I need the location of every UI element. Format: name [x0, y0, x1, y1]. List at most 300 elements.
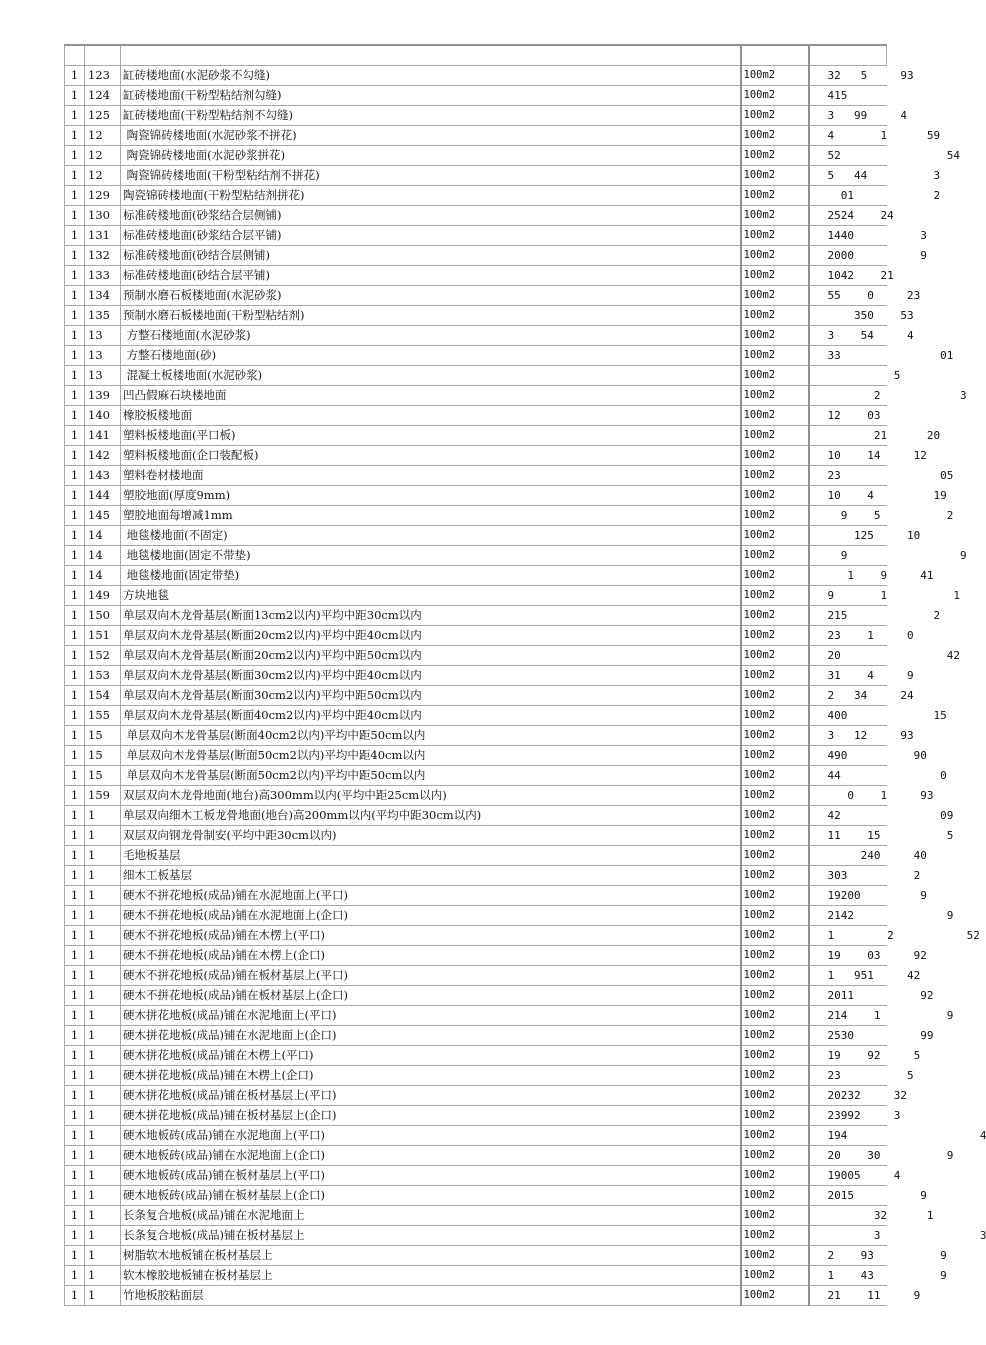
- row-value-cell: 194 4: [809, 1125, 887, 1145]
- row-name-cell: 单层双向木龙骨基层(断面20cm2以内)平均中距50cm以内: [121, 645, 741, 665]
- row-value-cell: 19200 9: [809, 885, 887, 905]
- row-name-cell: 地毯楼地面(固定带垫): [121, 565, 741, 585]
- row-code-cell: 15: [85, 725, 121, 745]
- row-unit-cell: 100m2: [741, 945, 809, 965]
- table-row: [65, 825, 887, 845]
- row-unit-cell: 100m2: [741, 785, 809, 805]
- row-seq-cell: 1: [65, 1025, 85, 1045]
- row-unit-cell: 100m2: [741, 1185, 809, 1205]
- row-value-cell: 23992 3: [809, 1105, 887, 1125]
- row-unit-cell: 100m2: [741, 465, 809, 485]
- row-name-cell: 单层双向木龙骨基层(断面30cm2以内)平均中距40cm以内: [121, 665, 741, 685]
- row-seq-cell: 1: [65, 1005, 85, 1025]
- row-value-cell: 3 3: [809, 1225, 887, 1245]
- row-name-cell: 标准砖楼地面(砂结合层平铺): [121, 265, 741, 285]
- row-value-cell: 12 03: [809, 405, 887, 425]
- row-value-cell: 42 09: [809, 805, 887, 825]
- row-code-cell: 124: [85, 85, 121, 105]
- row-seq-cell: 1: [65, 1245, 85, 1265]
- row-name-cell: 地毯楼地面(不固定): [121, 525, 741, 545]
- row-unit-cell: 100m2: [741, 1205, 809, 1225]
- row-name-cell: 地毯楼地面(固定不带垫): [121, 545, 741, 565]
- row-unit-cell: 100m2: [741, 825, 809, 845]
- row-code-cell: 1: [85, 1245, 121, 1265]
- quota-table: [64, 44, 986, 1306]
- row-name-cell: 预制水磨石板楼地面(干粉型粘结剂): [121, 305, 741, 325]
- row-code-cell: 134: [85, 285, 121, 305]
- table-row: [65, 565, 887, 585]
- row-value-cell: 10 4 19: [809, 485, 887, 505]
- row-seq-cell: 1: [65, 345, 85, 365]
- row-name-cell: 硬木不拼花地板(成品)铺在木楞上(平口): [121, 925, 741, 945]
- table-row: [65, 1245, 887, 1265]
- row-value-cell: 2524 24: [809, 205, 887, 225]
- row-name-cell: 塑胶地面每增减1mm: [121, 505, 741, 525]
- row-name-cell: 毛地板基层: [121, 845, 741, 865]
- row-name-cell: 硬木拼花地板(成品)铺在水泥地面上(平口): [121, 1005, 741, 1025]
- row-code-cell: 1: [85, 825, 121, 845]
- row-value-cell: 2142 9: [809, 905, 887, 925]
- row-seq-cell: 1: [65, 1045, 85, 1065]
- table-row: [65, 1205, 887, 1225]
- row-value-cell: 10 14 12: [809, 445, 887, 465]
- row-unit-cell: 100m2: [741, 805, 809, 825]
- row-seq-cell: 1: [65, 525, 85, 545]
- row-unit-cell: 100m2: [741, 1005, 809, 1025]
- row-seq-cell: 1: [65, 385, 85, 405]
- table-row: [65, 145, 887, 165]
- row-value-cell: 01 2: [809, 185, 887, 205]
- row-value-cell: 21 11 9: [809, 1285, 887, 1305]
- table-row: [65, 745, 887, 765]
- row-value-cell: 415: [809, 85, 887, 105]
- row-name-cell: 双层双向木龙骨地面(地台)高300mm以内(平均中距25cm以内): [121, 785, 741, 805]
- table-row: [65, 965, 887, 985]
- row-value-cell: 1 43 9: [809, 1265, 887, 1285]
- row-name-cell: 方整石楼地面(砂): [121, 345, 741, 365]
- row-unit-cell: 100m2: [741, 1025, 809, 1045]
- row-code-cell: 1: [85, 1165, 121, 1185]
- table-row: [65, 545, 887, 565]
- row-value-cell: 1 2 52: [809, 925, 887, 945]
- row-seq-cell: 1: [65, 965, 85, 985]
- row-code-cell: 1: [85, 1045, 121, 1065]
- table-row: [65, 1065, 887, 1085]
- row-unit-cell: 100m2: [741, 745, 809, 765]
- table-row: [65, 425, 887, 445]
- row-value-cell: 32 1: [809, 1205, 887, 1225]
- row-code-cell: 1: [85, 1285, 121, 1305]
- row-code-cell: 12: [85, 145, 121, 165]
- row-code-cell: 1: [85, 945, 121, 965]
- row-value-cell: 303 2: [809, 865, 887, 885]
- row-name-cell: 硬木不拼花地板(成品)铺在水泥地面上(企口): [121, 905, 741, 925]
- row-code-cell: 143: [85, 465, 121, 485]
- row-value-cell: 32 5 93: [809, 65, 887, 85]
- row-code-cell: 123: [85, 65, 121, 85]
- row-name-cell: 方块地毯: [121, 585, 741, 605]
- row-name-cell: 硬木拼花地板(成品)铺在板材基层上(平口): [121, 1085, 741, 1105]
- row-name-cell: 单层双向木龙骨基层(断面20cm2以内)平均中距40cm以内: [121, 625, 741, 645]
- table-row: [65, 305, 887, 325]
- row-value-cell: 1440 3: [809, 225, 887, 245]
- row-code-cell: 141: [85, 425, 121, 445]
- row-name-cell: 单层双向木龙骨基层(断面40cm2以内)平均中距50cm以内: [121, 725, 741, 745]
- table-row: [65, 625, 887, 645]
- table-row: [65, 125, 887, 145]
- table-row: [65, 885, 887, 905]
- table-row: [65, 465, 887, 485]
- row-code-cell: 1: [85, 805, 121, 825]
- row-code-cell: 130: [85, 205, 121, 225]
- row-code-cell: 1: [85, 885, 121, 905]
- row-unit-cell: 100m2: [741, 245, 809, 265]
- row-code-cell: 153: [85, 665, 121, 685]
- table-row: [65, 985, 887, 1005]
- row-seq-cell: 1: [65, 265, 85, 285]
- table-row: [65, 345, 887, 365]
- row-code-cell: 1: [85, 1145, 121, 1165]
- row-name-cell: 单层双向木龙骨基层(断面50cm2以内)平均中距40cm以内: [121, 745, 741, 765]
- row-name-cell: 陶瓷锦砖楼地面(干粉型粘结剂不拼花): [121, 165, 741, 185]
- row-seq-cell: 1: [65, 945, 85, 965]
- row-seq-cell: 1: [65, 805, 85, 825]
- row-seq-cell: 1: [65, 445, 85, 465]
- row-value-cell: 125 10: [809, 525, 887, 545]
- row-code-cell: 142: [85, 445, 121, 465]
- row-seq-cell: 1: [65, 1205, 85, 1225]
- table-row: [65, 325, 887, 345]
- table-row: [65, 1265, 887, 1285]
- row-code-cell: 1: [85, 845, 121, 865]
- row-unit-cell: 100m2: [741, 1285, 809, 1305]
- row-code-cell: 131: [85, 225, 121, 245]
- row-code-cell: 140: [85, 405, 121, 425]
- table-row: [65, 705, 887, 725]
- row-code-cell: 149: [85, 585, 121, 605]
- row-seq-cell: 1: [65, 585, 85, 605]
- row-unit-cell: 100m2: [741, 885, 809, 905]
- row-value-cell: 11 15 5: [809, 825, 887, 845]
- table-row: [65, 445, 887, 465]
- row-unit-cell: 100m2: [741, 645, 809, 665]
- row-value-cell: 2 93 9: [809, 1245, 887, 1265]
- row-seq-cell: 1: [65, 545, 85, 565]
- row-unit-cell: 100m2: [741, 445, 809, 465]
- row-unit-cell: 100m2: [741, 625, 809, 645]
- table-row: [65, 1145, 887, 1165]
- row-name-cell: 硬木不拼花地板(成品)铺在板材基层上(企口): [121, 985, 741, 1005]
- row-unit-cell: 100m2: [741, 165, 809, 185]
- row-unit-cell: 100m2: [741, 185, 809, 205]
- row-value-cell: 490 90: [809, 745, 887, 765]
- table-row: [65, 505, 887, 525]
- table-row: [65, 1045, 887, 1065]
- table-row: [65, 265, 887, 285]
- row-code-cell: 152: [85, 645, 121, 665]
- row-seq-cell: 1: [65, 1265, 85, 1285]
- row-value-cell: 9 1 1: [809, 585, 887, 605]
- table-row: [65, 85, 887, 105]
- row-code-cell: 151: [85, 625, 121, 645]
- row-seq-cell: 1: [65, 105, 85, 125]
- row-name-cell: 塑料板楼地面(企口装配板): [121, 445, 741, 465]
- row-name-cell: 陶瓷锦砖楼地面(干粉型粘结剂拼花): [121, 185, 741, 205]
- row-seq-cell: 1: [65, 705, 85, 725]
- row-name-cell: 硬木地板砖(成品)铺在板材基层上(企口): [121, 1185, 741, 1205]
- row-seq-cell: 1: [65, 405, 85, 425]
- row-unit-cell: 100m2: [741, 385, 809, 405]
- row-name-cell: 方整石楼地面(水泥砂浆): [121, 325, 741, 345]
- row-value-cell: 3 54 4: [809, 325, 887, 345]
- row-seq-cell: 1: [65, 925, 85, 945]
- row-value-cell: 23 5: [809, 1065, 887, 1085]
- table-row: [65, 245, 887, 265]
- table-row: [65, 585, 887, 605]
- table-row: [65, 65, 887, 85]
- row-code-cell: 1: [85, 1205, 121, 1225]
- table-row: [65, 605, 887, 625]
- row-unit-cell: 100m2: [741, 725, 809, 745]
- row-unit-cell: 100m2: [741, 1225, 809, 1245]
- row-name-cell: 缸砖楼地面(水泥砂浆不勾缝): [121, 65, 741, 85]
- row-name-cell: 预制水磨石板楼地面(水泥砂浆): [121, 285, 741, 305]
- table-row: [65, 205, 887, 225]
- row-unit-cell: 100m2: [741, 1265, 809, 1285]
- table-row: [65, 865, 887, 885]
- table-top-border: [65, 45, 887, 65]
- row-unit-cell: 100m2: [741, 145, 809, 165]
- row-seq-cell: 1: [65, 1185, 85, 1205]
- row-code-cell: 12: [85, 165, 121, 185]
- row-seq-cell: 1: [65, 425, 85, 445]
- row-seq-cell: 1: [65, 305, 85, 325]
- row-code-cell: 1: [85, 1125, 121, 1145]
- row-name-cell: 硬木不拼花地板(成品)铺在水泥地面上(平口): [121, 885, 741, 905]
- table-row: [65, 1025, 887, 1045]
- row-code-cell: 12: [85, 125, 121, 145]
- row-unit-cell: 100m2: [741, 925, 809, 945]
- table-row: [65, 225, 887, 245]
- row-unit-cell: 100m2: [741, 705, 809, 725]
- row-code-cell: 15: [85, 745, 121, 765]
- row-unit-cell: 100m2: [741, 405, 809, 425]
- row-name-cell: 硬木拼花地板(成品)铺在木楞上(平口): [121, 1045, 741, 1065]
- row-seq-cell: 1: [65, 65, 85, 85]
- row-unit-cell: 100m2: [741, 1085, 809, 1105]
- row-unit-cell: 100m2: [741, 765, 809, 785]
- row-unit-cell: 100m2: [741, 605, 809, 625]
- row-seq-cell: 1: [65, 1065, 85, 1085]
- row-code-cell: 13: [85, 365, 121, 385]
- row-value-cell: 20 30 9: [809, 1145, 887, 1165]
- row-seq-cell: 1: [65, 645, 85, 665]
- row-value-cell: 5: [809, 365, 887, 385]
- row-name-cell: 硬木拼花地板(成品)铺在木楞上(企口): [121, 1065, 741, 1085]
- row-seq-cell: 1: [65, 1285, 85, 1305]
- row-seq-cell: 1: [65, 665, 85, 685]
- table-row: [65, 1085, 887, 1105]
- row-code-cell: 154: [85, 685, 121, 705]
- row-seq-cell: 1: [65, 205, 85, 225]
- row-code-cell: 145: [85, 505, 121, 525]
- row-code-cell: 13: [85, 345, 121, 365]
- row-name-cell: 标准砖楼地面(砂浆结合层平铺): [121, 225, 741, 245]
- row-code-cell: 125: [85, 105, 121, 125]
- row-value-cell: 44 0: [809, 765, 887, 785]
- table-row: [65, 665, 887, 685]
- row-name-cell: 软木橡胶地板铺在板材基层上: [121, 1265, 741, 1285]
- row-name-cell: 陶瓷锦砖楼地面(水泥砂浆不拼花): [121, 125, 741, 145]
- row-code-cell: 1: [85, 865, 121, 885]
- row-seq-cell: 1: [65, 565, 85, 585]
- row-seq-cell: 1: [65, 865, 85, 885]
- row-seq-cell: 1: [65, 485, 85, 505]
- row-seq-cell: 1: [65, 505, 85, 525]
- row-seq-cell: 1: [65, 905, 85, 925]
- row-unit-cell: 100m2: [741, 225, 809, 245]
- table-row: [65, 765, 887, 785]
- table-row: [65, 645, 887, 665]
- row-value-cell: 2 34 24: [809, 685, 887, 705]
- row-unit-cell: 100m2: [741, 1145, 809, 1165]
- row-seq-cell: 1: [65, 1105, 85, 1125]
- row-name-cell: 缸砖楼地面(干粉型粘结剂勾缝): [121, 85, 741, 105]
- row-code-cell: 14: [85, 565, 121, 585]
- row-seq-cell: 1: [65, 1085, 85, 1105]
- row-unit-cell: 100m2: [741, 565, 809, 585]
- row-unit-cell: 100m2: [741, 525, 809, 545]
- table-row: [65, 725, 887, 745]
- row-value-cell: 3 12 93: [809, 725, 887, 745]
- row-unit-cell: 100m2: [741, 1065, 809, 1085]
- table-row: [65, 1125, 887, 1145]
- table-row: [65, 1165, 887, 1185]
- row-unit-cell: 100m2: [741, 125, 809, 145]
- row-unit-cell: 100m2: [741, 1045, 809, 1065]
- row-unit-cell: 100m2: [741, 365, 809, 385]
- row-unit-cell: 100m2: [741, 345, 809, 365]
- row-unit-cell: 100m2: [741, 305, 809, 325]
- row-seq-cell: 1: [65, 605, 85, 625]
- row-seq-cell: 1: [65, 1165, 85, 1185]
- table-row: [65, 1185, 887, 1205]
- row-seq-cell: 1: [65, 1145, 85, 1165]
- row-code-cell: 135: [85, 305, 121, 325]
- row-code-cell: 1: [85, 985, 121, 1005]
- row-value-cell: 9 5 2: [809, 505, 887, 525]
- row-value-cell: 2011 92: [809, 985, 887, 1005]
- row-value-cell: 23 05: [809, 465, 887, 485]
- row-code-cell: 1: [85, 1005, 121, 1025]
- row-code-cell: 1: [85, 925, 121, 945]
- row-value-cell: 20 42: [809, 645, 887, 665]
- row-value-cell: 5 44 3: [809, 165, 887, 185]
- row-seq-cell: 1: [65, 685, 85, 705]
- table-row: [65, 685, 887, 705]
- table-row: [65, 365, 887, 385]
- row-name-cell: 单层双向木龙骨基层(断面30cm2以内)平均中距50cm以内: [121, 685, 741, 705]
- row-seq-cell: 1: [65, 725, 85, 745]
- row-name-cell: 硬木地板砖(成品)铺在水泥地面上(平口): [121, 1125, 741, 1145]
- row-name-cell: 塑料卷材楼地面: [121, 465, 741, 485]
- row-code-cell: 1: [85, 1265, 121, 1285]
- row-value-cell: 0 1 93: [809, 785, 887, 805]
- row-code-cell: 1: [85, 1185, 121, 1205]
- row-name-cell: 硬木拼花地板(成品)铺在水泥地面上(企口): [121, 1025, 741, 1045]
- table-row: [65, 525, 887, 545]
- row-value-cell: 214 1 9: [809, 1005, 887, 1025]
- row-name-cell: 标准砖楼地面(砂浆结合层侧铺): [121, 205, 741, 225]
- row-unit-cell: 100m2: [741, 965, 809, 985]
- row-value-cell: 21 20: [809, 425, 887, 445]
- table-row: [65, 165, 887, 185]
- row-seq-cell: 1: [65, 825, 85, 845]
- row-value-cell: 240 40: [809, 845, 887, 865]
- row-seq-cell: 1: [65, 1125, 85, 1145]
- row-name-cell: 塑胶地面(厚度9mm): [121, 485, 741, 505]
- table-row: [65, 1225, 887, 1245]
- row-name-cell: 标准砖楼地面(砂结合层侧铺): [121, 245, 741, 265]
- row-name-cell: 双层双向钢龙骨制安(平均中距30cm以内): [121, 825, 741, 845]
- table-row: [65, 1005, 887, 1025]
- row-unit-cell: 100m2: [741, 985, 809, 1005]
- row-value-cell: 55 0 23: [809, 285, 887, 305]
- row-seq-cell: 1: [65, 625, 85, 645]
- row-code-cell: 132: [85, 245, 121, 265]
- row-name-cell: 竹地板胶粘面层: [121, 1285, 741, 1305]
- row-value-cell: 52 54: [809, 145, 887, 165]
- row-unit-cell: 100m2: [741, 205, 809, 225]
- row-seq-cell: 1: [65, 1225, 85, 1245]
- row-code-cell: 144: [85, 485, 121, 505]
- row-unit-cell: 100m2: [741, 845, 809, 865]
- row-unit-cell: 100m2: [741, 665, 809, 685]
- row-value-cell: 400 15: [809, 705, 887, 725]
- row-name-cell: 塑料板楼地面(平口板): [121, 425, 741, 445]
- row-name-cell: 单层双向细木工板龙骨地面(地台)高200mm以内(平均中距30cm以内): [121, 805, 741, 825]
- row-name-cell: 硬木地板砖(成品)铺在板材基层上(平口): [121, 1165, 741, 1185]
- row-unit-cell: 100m2: [741, 485, 809, 505]
- row-name-cell: 陶瓷锦砖楼地面(水泥砂浆拼花): [121, 145, 741, 165]
- row-value-cell: 20232 32: [809, 1085, 887, 1105]
- row-value-cell: 19 92 5: [809, 1045, 887, 1065]
- row-seq-cell: 1: [65, 765, 85, 785]
- row-unit-cell: 100m2: [741, 105, 809, 125]
- row-code-cell: 1: [85, 1105, 121, 1125]
- table-row: [65, 925, 887, 945]
- row-code-cell: 1: [85, 905, 121, 925]
- row-seq-cell: 1: [65, 465, 85, 485]
- table-row: [65, 405, 887, 425]
- row-name-cell: 长条复合地板(成品)铺在板材基层上: [121, 1225, 741, 1245]
- row-name-cell: 凹凸假麻石块楼地面: [121, 385, 741, 405]
- row-seq-cell: 1: [65, 845, 85, 865]
- row-code-cell: 139: [85, 385, 121, 405]
- row-value-cell: 2000 9: [809, 245, 887, 265]
- row-unit-cell: 100m2: [741, 1125, 809, 1145]
- row-seq-cell: 1: [65, 785, 85, 805]
- row-value-cell: 19 03 92: [809, 945, 887, 965]
- row-unit-cell: 100m2: [741, 545, 809, 565]
- row-value-cell: 1 9 41: [809, 565, 887, 585]
- row-value-cell: 2 3: [809, 385, 887, 405]
- row-unit-cell: 100m2: [741, 1245, 809, 1265]
- row-seq-cell: 1: [65, 125, 85, 145]
- row-value-cell: 1 951 42: [809, 965, 887, 985]
- row-value-cell: 33 01: [809, 345, 887, 365]
- row-name-cell: 单层双向木龙骨基层(断面40cm2以内)平均中距40cm以内: [121, 705, 741, 725]
